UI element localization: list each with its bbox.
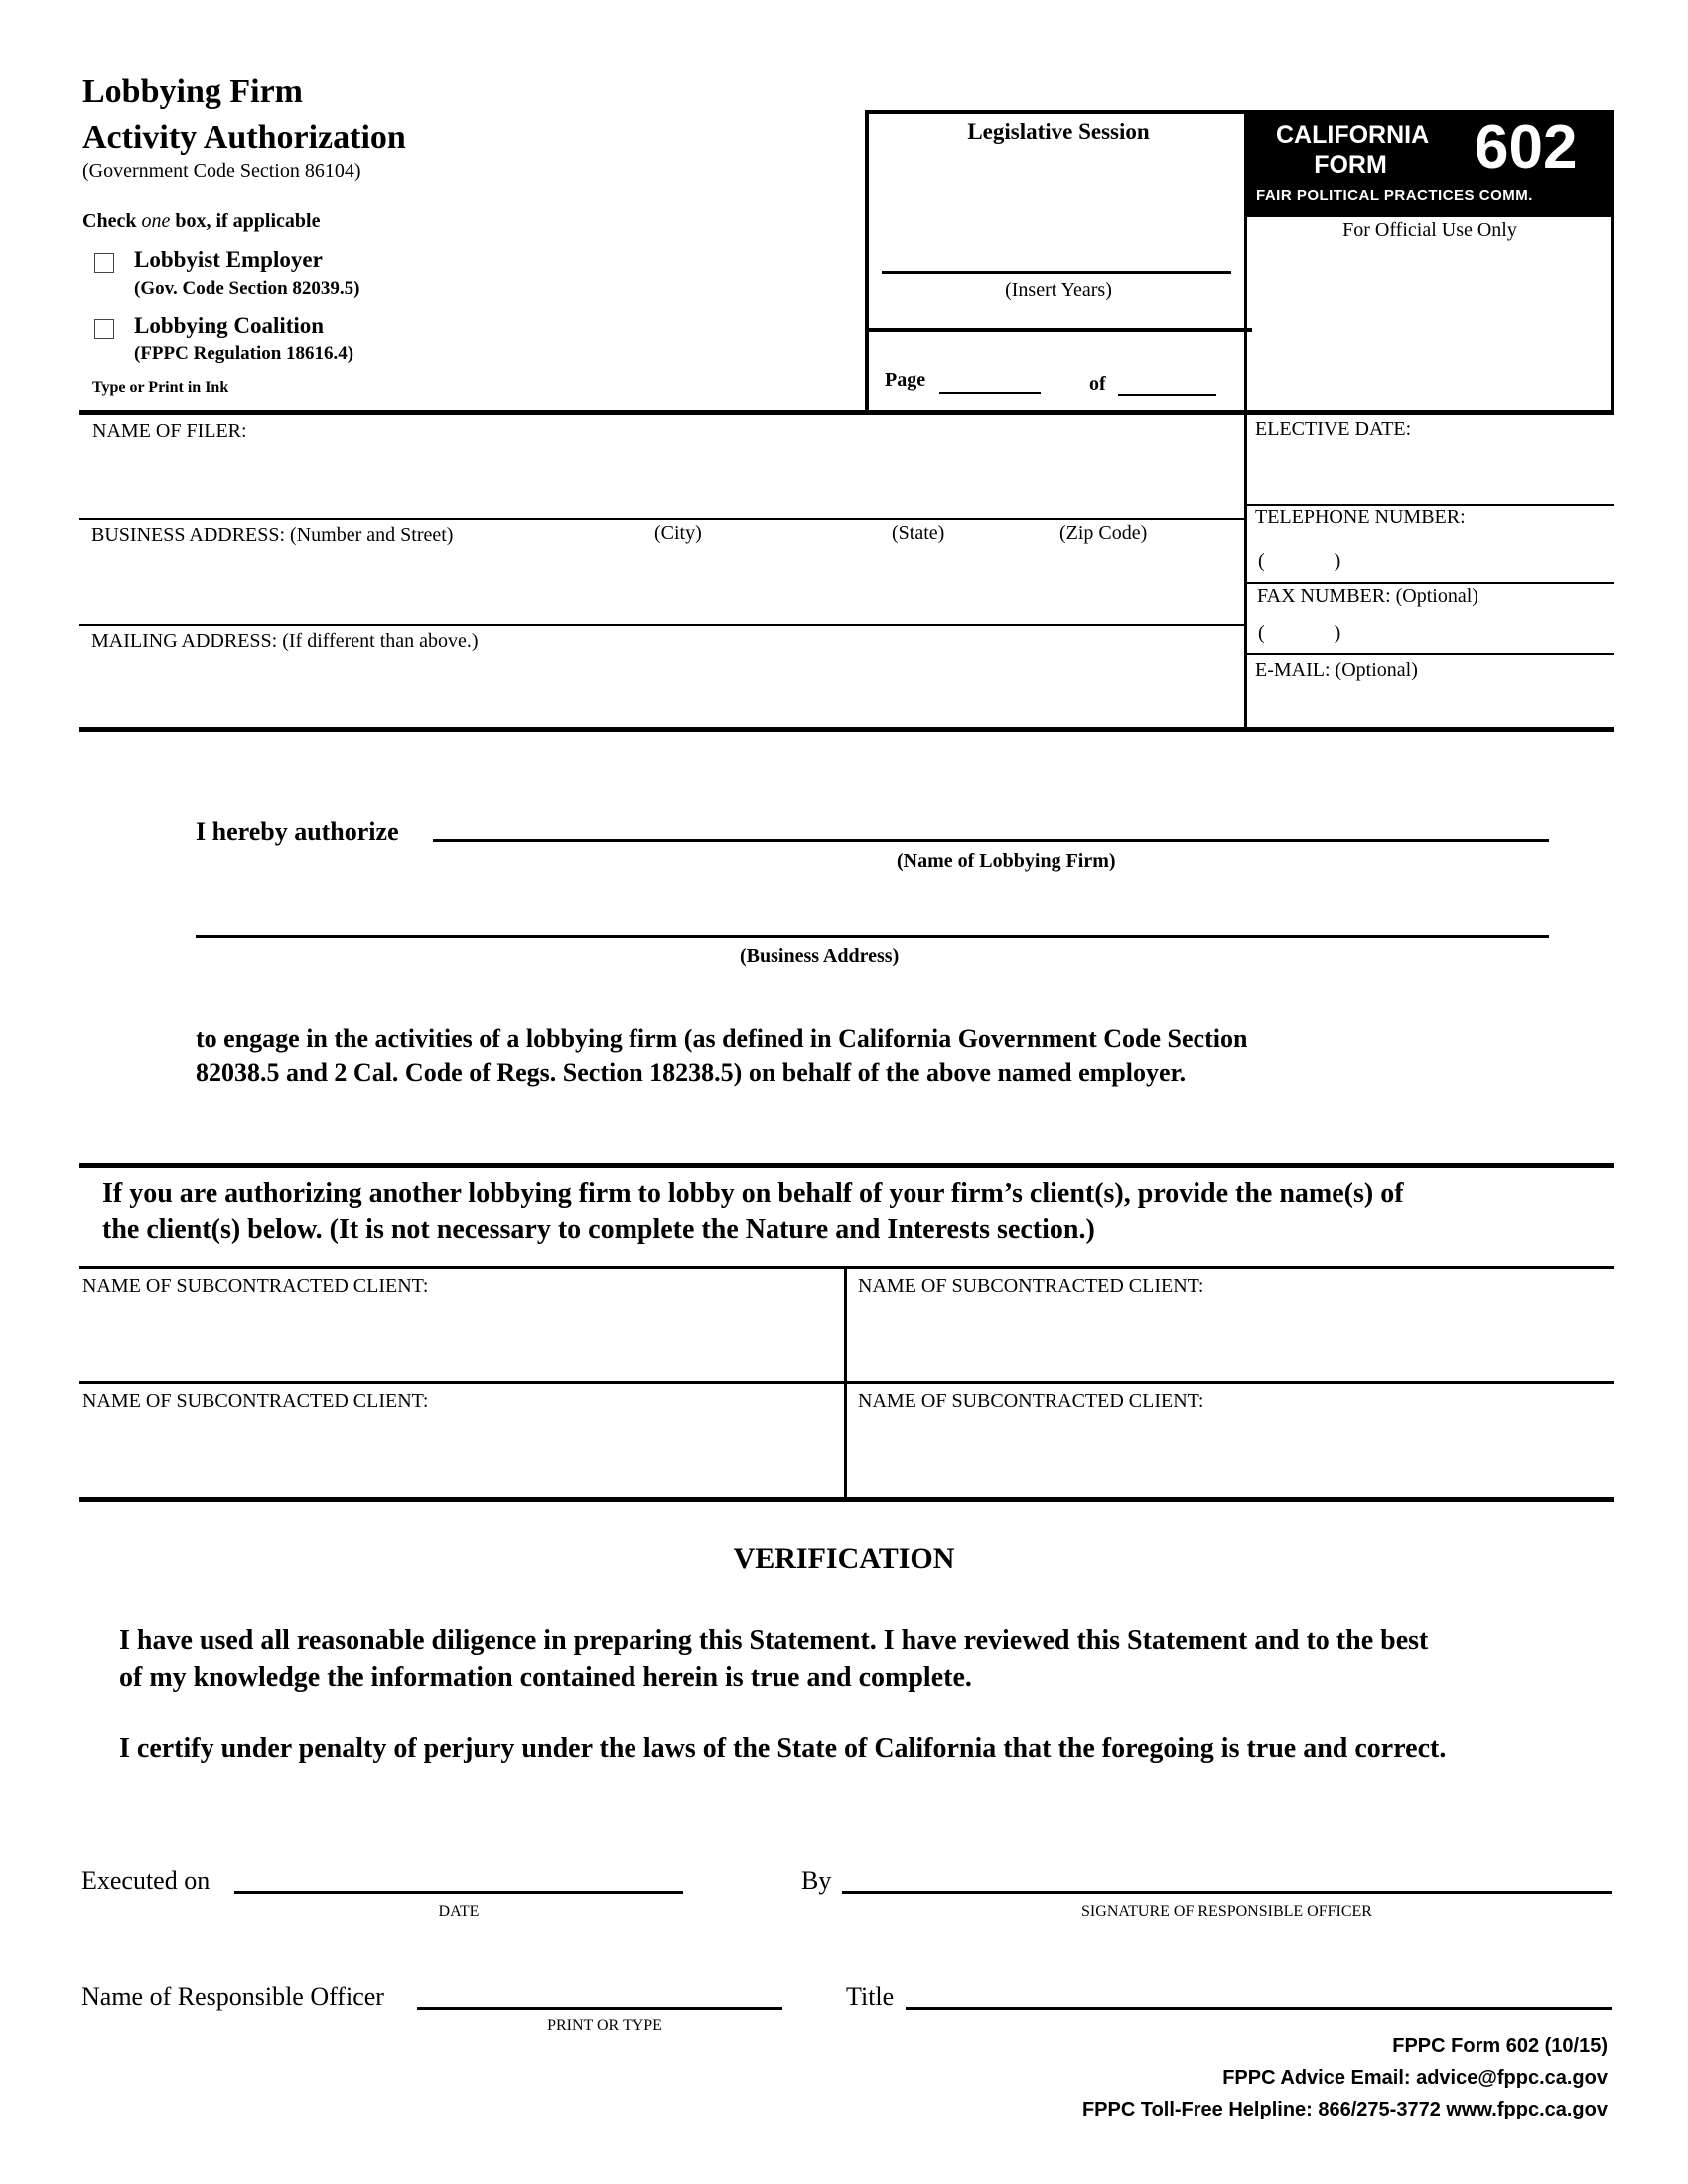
hereby-authorize-label: I hereby authorize bbox=[196, 817, 399, 846]
signature-caption: SIGNATURE OF RESPONSIBLE OFFICER bbox=[1081, 1903, 1372, 1920]
filer-right-column-divider bbox=[1244, 410, 1247, 730]
client-label-4: NAME OF SUBCONTRACTED CLIENT: bbox=[858, 1390, 1204, 1412]
client-label-3: NAME OF SUBCONTRACTED CLIENT: bbox=[82, 1390, 429, 1412]
business-address-label: BUSINESS ADDRESS: (Number and Street) bbox=[91, 524, 454, 546]
subcontract-top-border bbox=[79, 1163, 1614, 1168]
insert-years-caption: (Insert Years) bbox=[1005, 279, 1112, 301]
page-total-line bbox=[1118, 394, 1216, 396]
badge-commission: FAIR POLITICAL PRACTICES COMM. bbox=[1256, 187, 1533, 204]
authorization-text-line2: 82038.5 and 2 Cal. Code of Regs. Section 18238.5) on behalf of the above named employer. bbox=[196, 1058, 1187, 1087]
zip-code-label: (Zip Code) bbox=[1059, 522, 1148, 544]
client-grid-row-divider bbox=[79, 1381, 1614, 1384]
right-row-divider-2 bbox=[1244, 582, 1614, 584]
subcontract-bottom-border bbox=[79, 1497, 1614, 1502]
page-number-field[interactable] bbox=[939, 365, 1041, 391]
filer-row-divider-2 bbox=[79, 624, 1244, 626]
verification-title: VERIFICATION bbox=[733, 1542, 955, 1574]
title-label: Title bbox=[846, 1982, 895, 2011]
lobbying-firm-caption: (Name of Lobbying Firm) bbox=[897, 850, 1116, 872]
elective-date-field[interactable] bbox=[1255, 443, 1608, 502]
form-title-line1: Lobbying Firm bbox=[82, 73, 303, 110]
page-number-line bbox=[939, 392, 1041, 394]
lobbyist-employer-label: Lobbyist Employer bbox=[134, 247, 323, 272]
officer-title-field[interactable] bbox=[906, 1976, 1612, 2006]
business-address-caption: (Business Address) bbox=[740, 945, 900, 967]
verification-para2: I certify under penalty of perjury under the laws of the State of California that the foregoing is true and correct. bbox=[119, 1733, 1447, 1764]
mailing-address-field[interactable] bbox=[92, 656, 1234, 724]
client-label-1: NAME OF SUBCONTRACTED CLIENT: bbox=[82, 1275, 429, 1297]
email-field[interactable] bbox=[1255, 685, 1608, 725]
years-line bbox=[882, 271, 1231, 274]
lobbying-coalition-label: Lobbying Coalition bbox=[134, 313, 325, 338]
verification-para1-line2: of my knowledge the information contained herein is true and complete. bbox=[119, 1662, 972, 1693]
name-of-filer-field[interactable] bbox=[92, 445, 1234, 514]
type-print-note: Type or Print in Ink bbox=[92, 379, 229, 396]
lobbyist-employer-sub: (Gov. Code Section 82039.5) bbox=[134, 278, 360, 299]
date-line bbox=[234, 1891, 683, 1894]
print-or-type-caption: PRINT OR TYPE bbox=[547, 2017, 662, 2034]
badge-california: CALIFORNIA bbox=[1276, 121, 1430, 149]
session-box-top-border bbox=[865, 110, 1252, 114]
telephone-label: TELEPHONE NUMBER: bbox=[1255, 506, 1466, 528]
officer-name-line bbox=[417, 2007, 782, 2010]
footer-helpline: FPPC Toll-Free Helpline: 866/275-3772 www.fppc.ca.gov bbox=[1081, 2099, 1608, 2120]
subcontract-intro-line1: If you are authorizing another lobbying firm to lobby on behalf of your firm’s client(s), provide the name(s) of bbox=[102, 1178, 1404, 1209]
business-address-line bbox=[196, 935, 1549, 938]
client-field-2[interactable] bbox=[858, 1300, 1608, 1376]
name-of-filer-label: NAME OF FILER: bbox=[92, 420, 247, 442]
legislative-session-title: Legislative Session bbox=[967, 119, 1150, 144]
session-divider bbox=[865, 328, 1252, 332]
execution-date-field[interactable] bbox=[234, 1858, 683, 1890]
telephone-area-code: ( ) bbox=[1258, 550, 1341, 572]
authorization-text-line1: to engage in the activities of a lobbying firm (as defined in California Government Code Section bbox=[196, 1024, 1248, 1053]
lobbying-coalition-sub: (FPPC Regulation 18616.4) bbox=[134, 343, 354, 364]
by-label: By bbox=[801, 1866, 832, 1895]
state-label: (State) bbox=[892, 522, 945, 544]
subcontract-intro-line2: the client(s) below. (It is not necessary to complete the Nature and Interests section.) bbox=[102, 1214, 1095, 1245]
badge-form: FORM bbox=[1314, 151, 1387, 179]
lobbying-firm-name-field[interactable] bbox=[433, 802, 1549, 838]
telephone-field[interactable] bbox=[1255, 544, 1608, 580]
filer-section-top-border bbox=[79, 410, 1614, 415]
page-label: Page bbox=[885, 369, 926, 391]
client-field-4[interactable] bbox=[858, 1416, 1608, 1495]
mailing-address-label: MAILING ADDRESS: (If different than above.) bbox=[91, 630, 479, 652]
fax-field[interactable] bbox=[1255, 615, 1608, 651]
form-badge bbox=[1246, 110, 1614, 217]
title-line bbox=[906, 2007, 1612, 2010]
lobbying-firm-line bbox=[433, 839, 1549, 842]
elective-date-label: ELECTIVE DATE: bbox=[1255, 418, 1412, 440]
lobbying-coalition-checkbox[interactable] bbox=[94, 319, 114, 339]
officer-name-label: Name of Responsible Officer bbox=[81, 1982, 384, 2011]
footer-advice-email: FPPC Advice Email: advice@fppc.ca.gov bbox=[1222, 2067, 1608, 2089]
footer-form-id: FPPC Form 602 (10/15) bbox=[1392, 2035, 1608, 2057]
form-title-line2: Activity Authorization bbox=[82, 119, 406, 156]
verification-para1-line1: I have used all reasonable diligence in preparing this Statement. I have reviewed this Statement and to the best bbox=[119, 1625, 1429, 1656]
check-instruction: Check one box, if applicable bbox=[82, 210, 321, 232]
lobbyist-employer-checkbox[interactable] bbox=[94, 253, 114, 273]
client-label-2: NAME OF SUBCONTRACTED CLIENT: bbox=[858, 1275, 1204, 1297]
fax-label: FAX NUMBER: (Optional) bbox=[1257, 585, 1478, 607]
official-box-left-border bbox=[1244, 110, 1247, 413]
filer-row-divider-1 bbox=[79, 518, 1244, 520]
email-label: E-MAIL: (Optional) bbox=[1255, 659, 1418, 681]
business-address-field[interactable] bbox=[92, 552, 1234, 621]
signature-field[interactable] bbox=[842, 1848, 1612, 1890]
client-field-3[interactable] bbox=[82, 1416, 837, 1495]
official-use-label: For Official Use Only bbox=[1342, 219, 1517, 241]
fax-area-code: ( ) bbox=[1258, 622, 1341, 644]
legislative-years-field[interactable] bbox=[882, 230, 1231, 268]
filer-section-bottom-border bbox=[79, 727, 1614, 732]
of-label: of bbox=[1089, 373, 1106, 395]
date-caption: DATE bbox=[438, 1903, 480, 1920]
right-row-divider-3 bbox=[1244, 653, 1614, 655]
page-total-field[interactable] bbox=[1118, 367, 1216, 393]
session-box-left-border bbox=[865, 110, 869, 412]
city-label: (City) bbox=[654, 522, 702, 544]
badge-form-number: 602 bbox=[1475, 113, 1578, 182]
code-reference: (Government Code Section 86104) bbox=[82, 160, 361, 182]
firm-business-address-field[interactable] bbox=[196, 898, 1549, 934]
official-box-right-border bbox=[1611, 110, 1614, 413]
officer-name-field[interactable] bbox=[417, 1976, 782, 2006]
client-field-1[interactable] bbox=[82, 1300, 837, 1376]
signature-line bbox=[842, 1891, 1612, 1894]
executed-on-label: Executed on bbox=[81, 1866, 211, 1895]
